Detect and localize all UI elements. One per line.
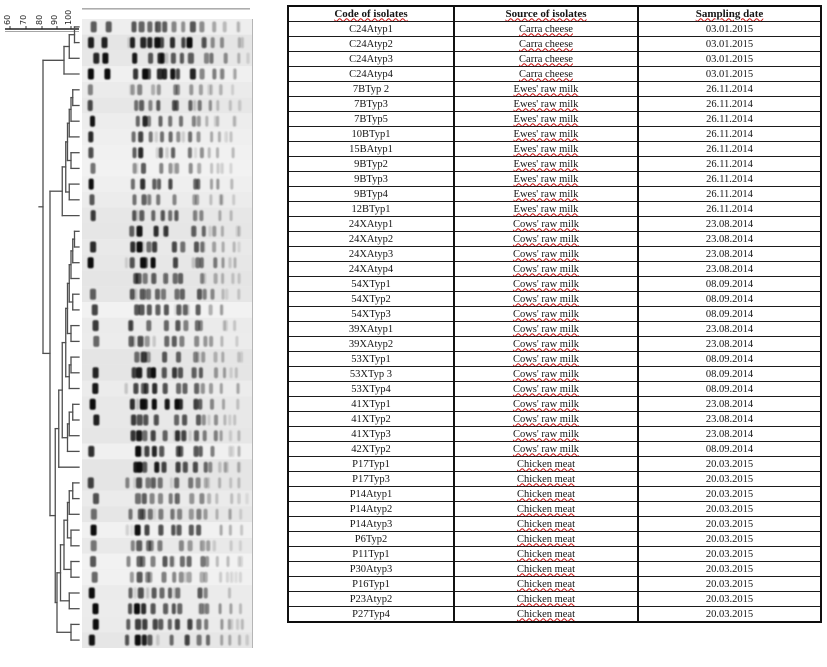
isolate-code-cell: 7BTyp 2 [288,82,454,97]
sampling-date-cell: 20.03.2015 [638,532,821,547]
isolate-source-cell: Chicken meat [454,532,638,547]
gel-lane [82,255,252,271]
isolate-code-cell: 41XTyp1 [288,397,454,412]
isolate-code-cell: P11Typ1 [288,547,454,562]
header-source-of-isolates: Source of isolates [454,6,638,22]
isolate-source-cell: Ewes' raw milk [454,97,638,112]
isolate-row [288,82,821,97]
sampling-date-cell: 23.08.2014 [638,247,821,262]
isolate-code-cell: 24XAtyp3 [288,247,454,262]
isolate-source-cell: Cows' raw milk [454,442,638,457]
isolate-code-cell: 9BTyp4 [288,187,454,202]
sampling-date-cell: 08.09.2014 [638,307,821,322]
sampling-date-cell: 20.03.2015 [638,547,821,562]
isolate-row [288,202,821,217]
isolate-row [288,322,821,337]
scale-tick-label: 70 [19,14,28,25]
scale-tick-label: 80 [35,14,44,25]
isolate-code-cell: 39XAtyp1 [288,322,454,337]
isolate-row [288,457,821,472]
isolate-row [288,487,821,502]
gel-lane [82,632,252,648]
isolate-row [288,517,821,532]
isolate-source-cell: Chicken meat [454,592,638,607]
sampling-date-cell: 23.08.2014 [638,217,821,232]
gel-lane [82,491,252,507]
isolate-code-cell: P14Atyp3 [288,517,454,532]
isolate-source-cell: Carra cheese [454,22,638,37]
gel-dendrogram-panel [0,0,270,667]
isolate-code-cell: P17Typ1 [288,457,454,472]
sampling-date-cell: 26.11.2014 [638,172,821,187]
isolate-code-cell: 24XAtyp4 [288,262,454,277]
isolate-row [288,412,821,427]
isolate-code-cell: 53XTyp1 [288,352,454,367]
sampling-date-cell: 26.11.2014 [638,127,821,142]
isolate-source-cell: Ewes' raw milk [454,82,638,97]
isolate-code-cell: C24Atyp1 [288,22,454,37]
isolate-source-cell: Ewes' raw milk [454,157,638,172]
isolate-source-cell: Chicken meat [454,562,638,577]
scale-tick-label: 100 [64,9,73,25]
isolate-row [288,262,821,277]
isolate-code-cell: C24Atyp4 [288,67,454,82]
isolate-code-cell: P27Typ4 [288,607,454,623]
sampling-date-cell: 03.01.2015 [638,37,821,52]
gel-lane [82,161,252,177]
isolate-code-cell: C24Atyp2 [288,37,454,52]
sampling-date-cell: 20.03.2015 [638,562,821,577]
table-header-row [288,6,821,22]
isolate-source-cell: Chicken meat [454,607,638,623]
sampling-date-cell: 26.11.2014 [638,112,821,127]
isolate-code-cell: 24XAtyp1 [288,217,454,232]
isolate-code-cell: 54XTyp1 [288,277,454,292]
isolate-code-cell: 24XAtyp2 [288,232,454,247]
isolate-row [288,547,821,562]
isolate-code-cell: P23Atyp2 [288,592,454,607]
isolate-source-cell: Chicken meat [454,577,638,592]
isolate-row [288,367,821,382]
isolate-code-cell: P14Atyp1 [288,487,454,502]
isolate-source-cell: Chicken meat [454,502,638,517]
isolate-source-cell: Cows' raw milk [454,217,638,232]
isolate-source-cell: Cows' raw milk [454,367,638,382]
gel-image [82,19,253,648]
gel-lane [82,176,252,192]
isolate-code-cell: P6Typ2 [288,532,454,547]
sampling-date-cell: 20.03.2015 [638,607,821,623]
isolate-code-cell: 9BTyp3 [288,172,454,187]
isolate-code-cell: 41XTyp3 [288,427,454,442]
isolate-source-cell: Ewes' raw milk [454,142,638,157]
isolate-row [288,232,821,247]
sampling-date-cell: 23.08.2014 [638,427,821,442]
gel-lane [82,475,252,491]
sampling-date-cell: 23.08.2014 [638,397,821,412]
isolate-row [288,502,821,517]
isolate-code-cell: 15BAtyp1 [288,142,454,157]
isolate-source-cell: Chicken meat [454,487,638,502]
isolate-row [288,97,821,112]
isolate-source-cell: Cows' raw milk [454,337,638,352]
sampling-date-cell: 26.11.2014 [638,157,821,172]
sampling-date-cell: 23.08.2014 [638,322,821,337]
isolate-source-cell: Cows' raw milk [454,397,638,412]
isolate-source-cell: Carra cheese [454,67,638,82]
isolate-code-cell: 41XTyp2 [288,412,454,427]
similarity-scale [3,10,79,32]
gel-lane [82,444,252,460]
isolate-code-cell: 7BTyp3 [288,97,454,112]
isolate-row [288,577,821,592]
isolate-row [288,37,821,52]
isolate-source-cell: Cows' raw milk [454,247,638,262]
isolate-row [288,352,821,367]
isolate-code-cell: 42XTyp2 [288,442,454,457]
isolate-code-cell: C24Atyp3 [288,52,454,67]
gel-lane [82,113,252,129]
isolate-source-cell: Cows' raw milk [454,427,638,442]
sampling-date-cell: 08.09.2014 [638,352,821,367]
isolate-source-cell: Cows' raw milk [454,382,638,397]
isolate-source-cell: Chicken meat [454,517,638,532]
isolate-row [288,247,821,262]
isolate-row [288,277,821,292]
isolate-row [288,442,821,457]
isolate-source-cell: Cows' raw milk [454,352,638,367]
isolate-source-cell: Cows' raw milk [454,262,638,277]
isolate-row [288,112,821,127]
isolate-source-cell: Chicken meat [454,457,638,472]
gel-right-border [252,19,253,648]
isolate-code-cell: 54XTyp2 [288,292,454,307]
isolate-source-cell: Cows' raw milk [454,412,638,427]
isolate-code-cell: P30Atyp3 [288,562,454,577]
isolate-row [288,532,821,547]
header-code-of-isolates: Code of isolates [288,6,454,22]
isolate-row [288,172,821,187]
gel-lane [82,412,252,428]
sampling-date-cell: 20.03.2015 [638,472,821,487]
isolate-code-cell: 39XAtyp2 [288,337,454,352]
isolate-row [288,157,821,172]
isolate-source-cell: Cows' raw milk [454,277,638,292]
isolate-row [288,337,821,352]
gel-lane [82,82,252,98]
sampling-date-cell: 03.01.2015 [638,22,821,37]
isolate-row [288,142,821,157]
isolate-source-cell: Cows' raw milk [454,322,638,337]
gel-lane [82,617,252,633]
gel-lane [82,98,252,114]
isolate-source-cell: Ewes' raw milk [454,112,638,127]
isolate-row [288,427,821,442]
isolate-row [288,607,821,623]
isolate-source-cell: Carra cheese [454,37,638,52]
gel-lane [82,507,252,523]
isolate-source-cell: Ewes' raw milk [454,187,638,202]
isolate-row [288,382,821,397]
isolate-source-cell: Ewes' raw milk [454,202,638,217]
isolate-row [288,22,821,37]
sampling-date-cell: 23.08.2014 [638,262,821,277]
isolate-source-cell: Chicken meat [454,547,638,562]
scale-tick-label: 60 [3,14,12,25]
isolate-row [288,397,821,412]
isolate-row [288,592,821,607]
isolate-code-cell: 10BTyp1 [288,127,454,142]
sampling-date-cell: 20.03.2015 [638,487,821,502]
gel-top-border [82,8,250,10]
isolates-table [287,5,822,623]
isolate-source-cell: Cows' raw milk [454,292,638,307]
sampling-date-cell: 20.03.2015 [638,502,821,517]
gel-lane [82,585,252,601]
sampling-date-cell: 23.08.2014 [638,337,821,352]
sampling-date-cell: 08.09.2014 [638,442,821,457]
isolate-code-cell: 7BTyp5 [288,112,454,127]
sampling-date-cell: 20.03.2015 [638,457,821,472]
isolate-row [288,127,821,142]
scale-tick-label: 90 [50,14,59,25]
isolate-code-cell: P14Atyp2 [288,502,454,517]
isolate-row [288,292,821,307]
isolate-source-cell: Chicken meat [454,472,638,487]
sampling-date-cell: 08.09.2014 [638,277,821,292]
isolate-source-cell: Carra cheese [454,52,638,67]
gel-dendrogram-svg [0,0,270,667]
isolate-code-cell: 54XTyp3 [288,307,454,322]
sampling-date-cell: 08.09.2014 [638,367,821,382]
isolate-row [288,562,821,577]
isolate-code-cell: P16Typ1 [288,577,454,592]
isolate-row [288,187,821,202]
isolates-table-body [288,22,821,623]
gel-lane [82,538,252,554]
sampling-date-cell: 20.03.2015 [638,592,821,607]
gel-lane [82,365,252,381]
isolate-row [288,472,821,487]
isolate-row [288,52,821,67]
isolate-source-cell: Cows' raw milk [454,232,638,247]
isolate-source-cell: Ewes' raw milk [454,172,638,187]
sampling-date-cell: 26.11.2014 [638,97,821,112]
sampling-date-cell: 03.01.2015 [638,67,821,82]
sampling-date-cell: 08.09.2014 [638,292,821,307]
sampling-date-cell: 20.03.2015 [638,517,821,532]
gel-lane [82,522,252,538]
sampling-date-cell: 20.03.2015 [638,577,821,592]
sampling-date-cell: 23.08.2014 [638,412,821,427]
isolate-code-cell: 12BTyp1 [288,202,454,217]
sampling-date-cell: 26.11.2014 [638,202,821,217]
sampling-date-cell: 26.11.2014 [638,187,821,202]
gel-lane [82,239,252,255]
isolate-code-cell: 53XTyp4 [288,382,454,397]
isolate-source-cell: Cows' raw milk [454,307,638,322]
sampling-date-cell: 03.01.2015 [638,52,821,67]
isolate-code-cell: 9BTyp2 [288,157,454,172]
isolate-row [288,217,821,232]
header-sampling-date: Sampling date [638,6,821,22]
isolate-code-cell: 53XTyp 3 [288,367,454,382]
isolate-row [288,67,821,82]
isolate-row [288,307,821,322]
isolate-code-cell: P17Typ3 [288,472,454,487]
sampling-date-cell: 23.08.2014 [638,232,821,247]
sampling-date-cell: 08.09.2014 [638,382,821,397]
sampling-date-cell: 26.11.2014 [638,82,821,97]
gel-lane [82,192,252,208]
gel-lane [82,208,252,224]
dendrogram [39,27,79,640]
isolate-source-cell: Ewes' raw milk [454,127,638,142]
sampling-date-cell: 26.11.2014 [638,142,821,157]
